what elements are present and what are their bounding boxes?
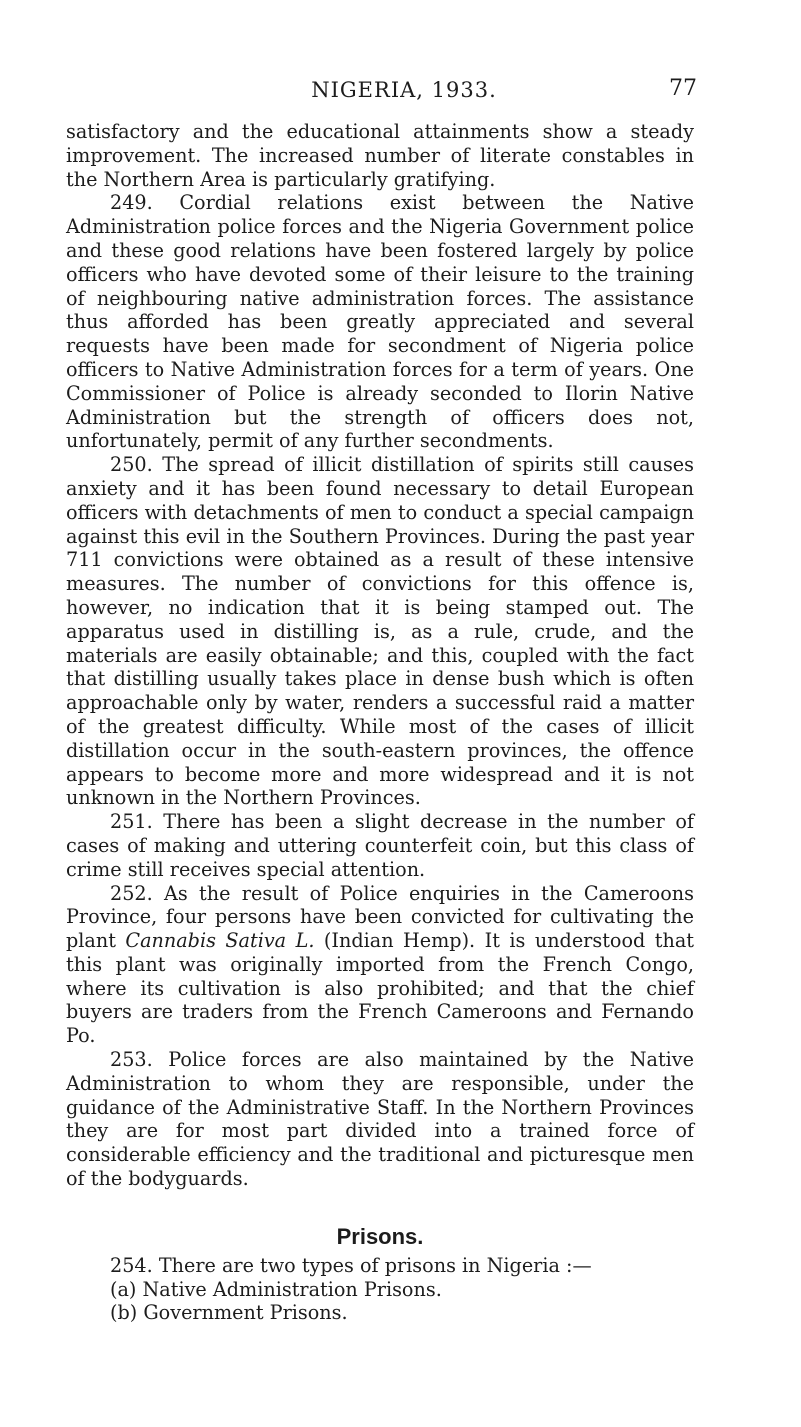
- running-title: NIGERIA, 1933.: [311, 78, 497, 102]
- paragraph-text: The spread of illicit distillation of spirits still causes anxiety and it has been found necessary to detail European officers with detachments of men to conduct a special campaign against this evil in the Southern Provinces. During the past year 711 convictions were obtained as a result of these intensive measures. The number of convictions for this offence is, however, no indication that it is being stamped out. The apparatus used in distilling is, as a rule, crude, and the materials are easily obtainable; and this, coupled with the fact that distilling usually takes place in dense bush which is often approachable only by water, renders a successful raid a matter of the greatest difficulty. While most of the cases of illicit distillation occur in the south-eastern provinces, the offence appears to become more and more widespread and it is not unknown in the Northern Provinces.: [66, 453, 695, 810]
- paragraph-number: 254.: [110, 1253, 153, 1277]
- paragraph-number: 252.: [110, 881, 153, 905]
- paragraph-253: [66, 1048, 694, 1191]
- paragraph-number: 253.: [110, 1048, 153, 1072]
- paragraph-number: 250.: [110, 453, 153, 477]
- paragraph-252: [66, 882, 694, 1049]
- paragraph-number: 251.: [110, 810, 153, 834]
- list-item: (a) Native Administration Prisons.: [110, 1277, 442, 1301]
- page-number: 77: [669, 76, 697, 101]
- paragraph-text: There are two types of prisons in Nigeria :—: [158, 1253, 592, 1277]
- paragraph-text: As the result of Police enquiries in the Cameroons Province, four persons have been convicted for cultivating the plant: [66, 881, 694, 953]
- paragraph-254: [66, 1254, 694, 1278]
- paragraph-text: Police forces are also maintained by the Native Administration to whom they are responsible, under the guidance of the Administrative Staff. In the Northern Provinces they are for most part divided into a trained force of considerable efficiency and the traditional and picturesque men of the bodyguards.: [66, 1048, 694, 1191]
- species-name: Cannabis Sativa L.: [125, 929, 315, 953]
- list-item: (b) Government Prisons.: [110, 1301, 348, 1325]
- body-text: [66, 120, 694, 1325]
- prison-types-list: [66, 1278, 694, 1326]
- section-heading-prisons: Prisons.: [336, 1223, 424, 1249]
- paragraph-249: [66, 191, 694, 453]
- paragraph-text: Cordial relations exist between the Native Administration police forces and the Nigeria Government police and these good relations have been fostered largely by police officers who have devoted some of their leisure to the training of neighbouring native administration forces. The assistance thus afforded has been greatly appreciated and several requests have been made for secondment of Nigeria police officers to Native Administration forces for a term of years. One Commissioner of Police is already seconded to Ilorin Native Administration but the strength of officers does not, unfortunately, permit of any further secondments.: [66, 191, 694, 453]
- paragraph-number: 249.: [110, 191, 153, 215]
- paragraph-continued: [66, 120, 694, 191]
- paragraph-text: satisfactory and the educational attainments show a steady improvement. The increased number of literate constables in the Northern Area is particularly gratifying.: [66, 120, 694, 191]
- paragraph-text: There has been a slight decrease in the number of cases of making and uttering counterfeit coin, but this class of crime still receives special attention.: [66, 810, 694, 881]
- paragraph-250: [66, 453, 694, 810]
- paragraph-251: [66, 810, 694, 881]
- paragraph-text: (Indian Hemp). It is understood that this plant was originally imported from the French Congo, where its cultivation is also prohibited; and that the chief buyers are traders from the French Cameroons and Fernando Po.: [66, 929, 694, 1048]
